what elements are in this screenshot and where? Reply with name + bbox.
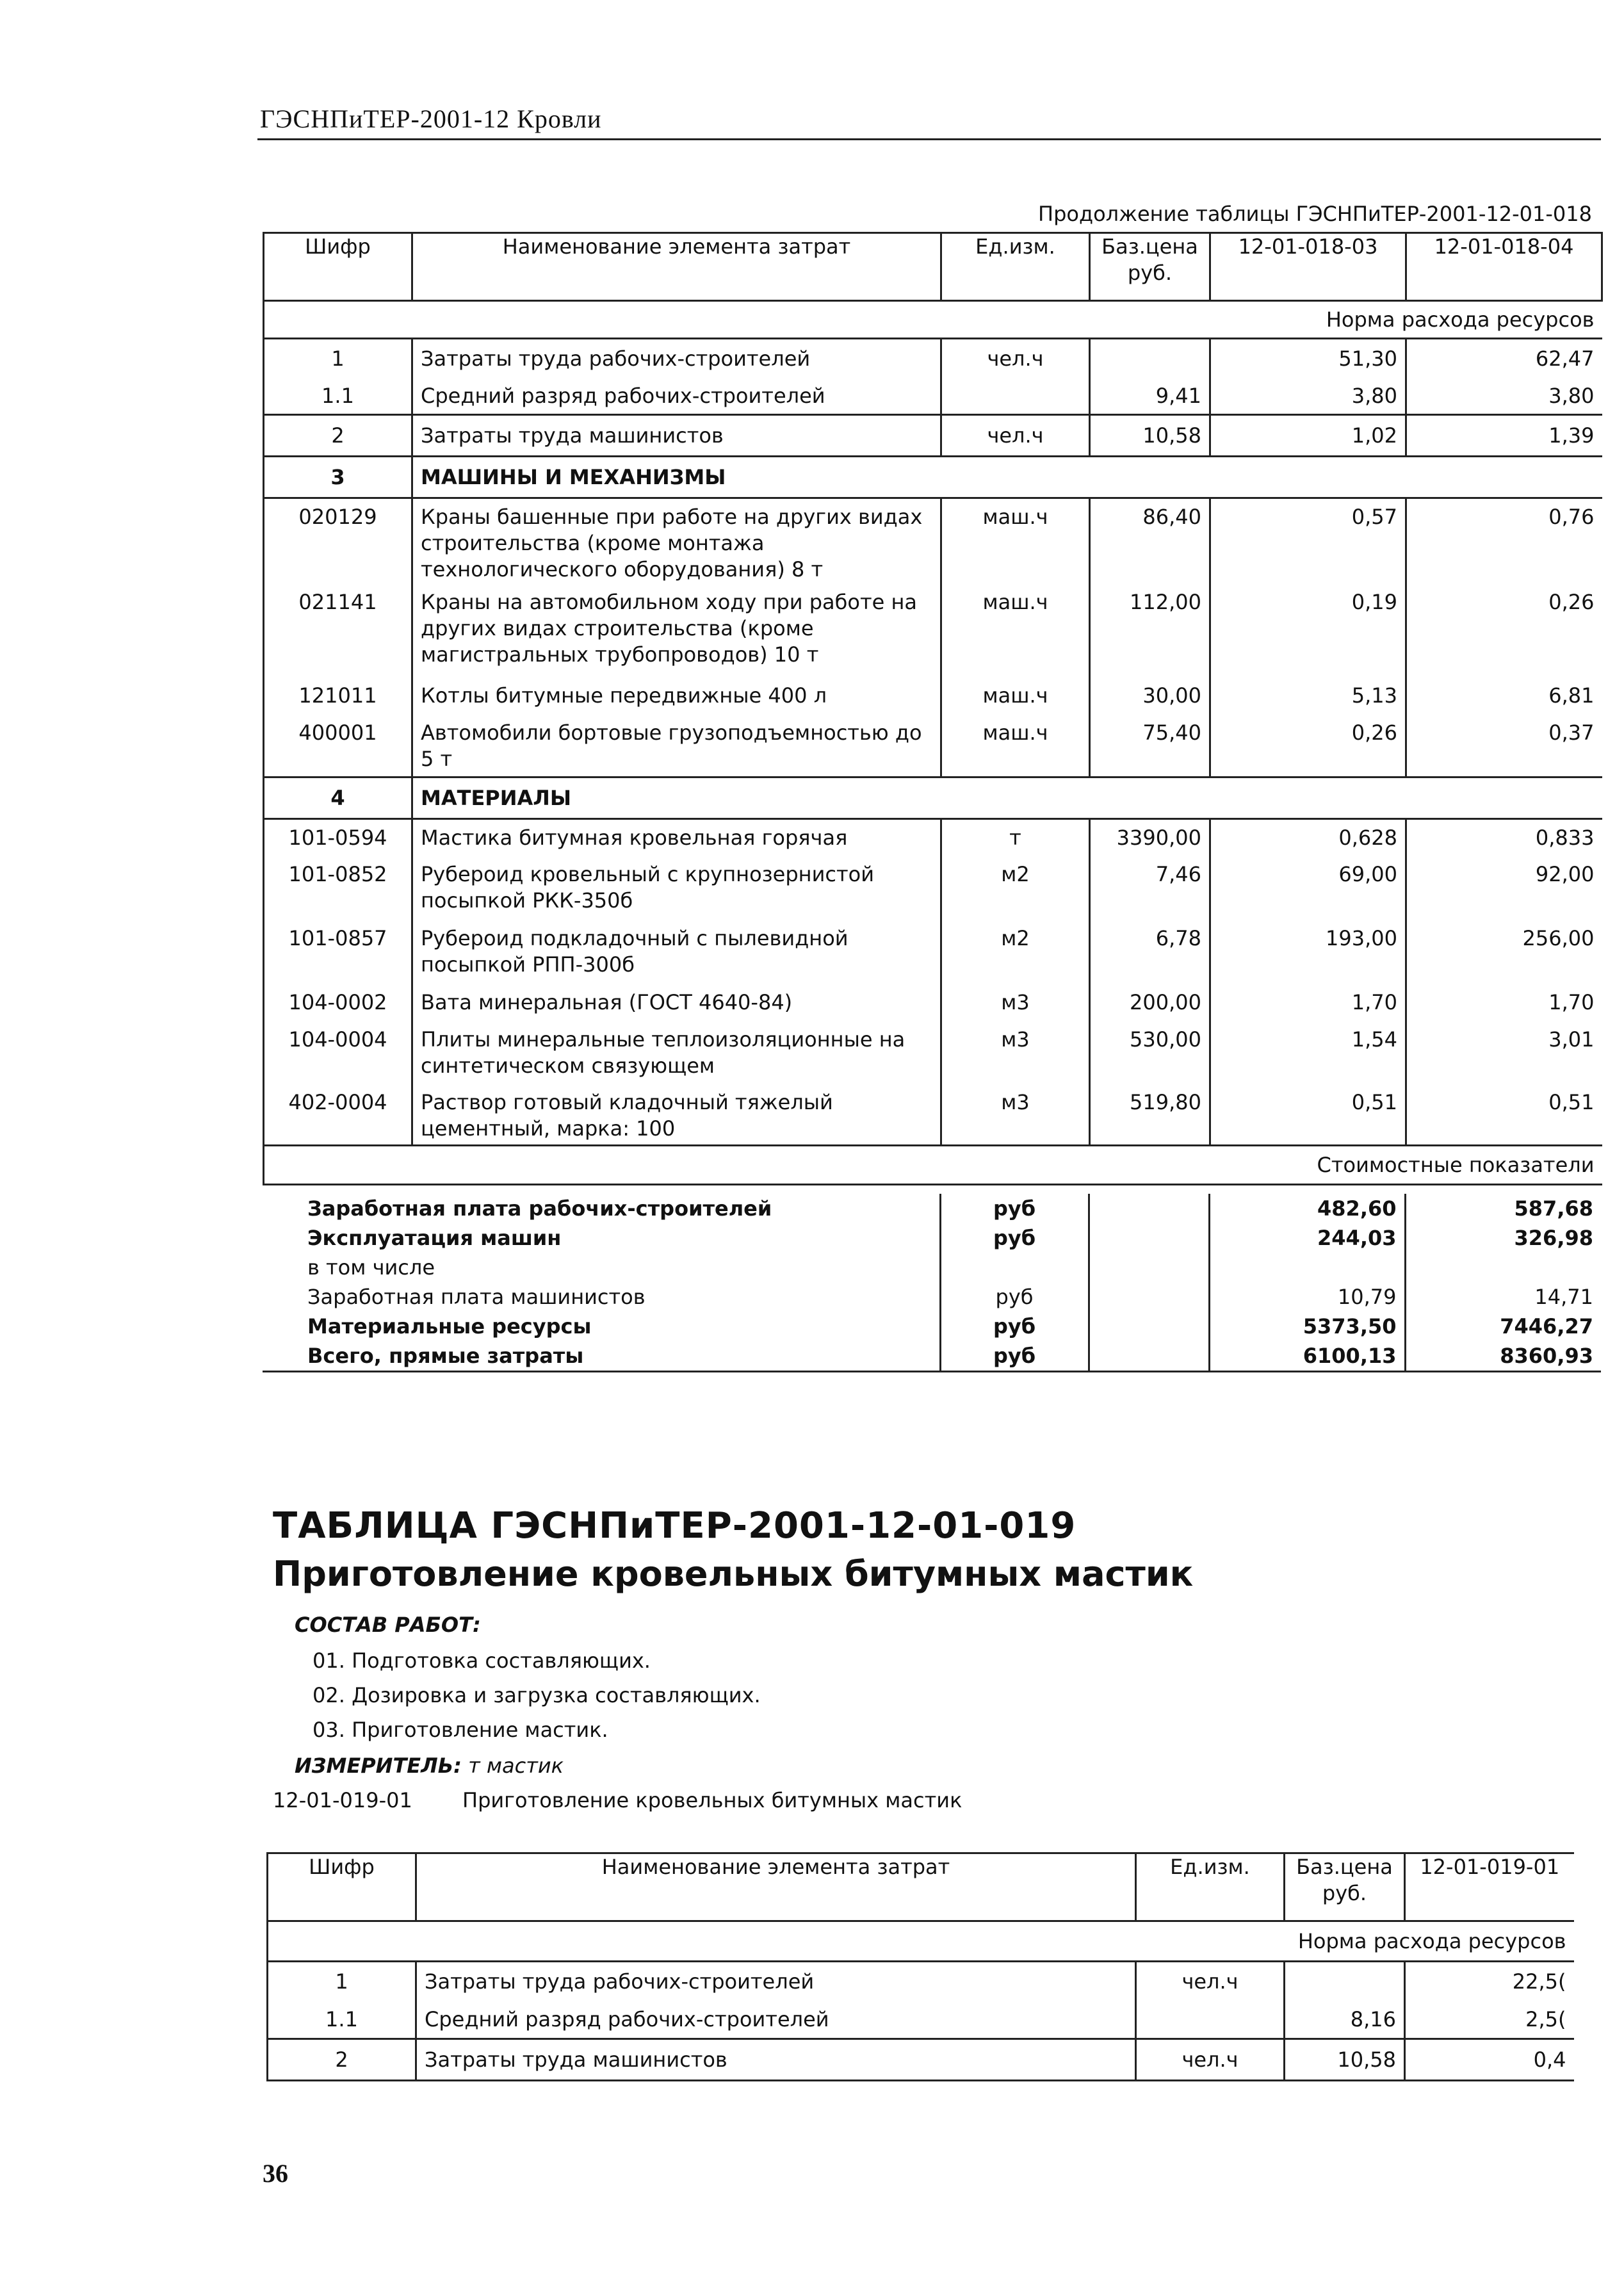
table-row [264, 415, 1602, 457]
cost-unit [940, 1253, 1089, 1282]
row-name: Котлы битумные передвижные 400 л [412, 676, 941, 716]
row-unit: чел.ч [1136, 1962, 1285, 2001]
row-value-1: 0,51 [1210, 1087, 1406, 1146]
norm-label: Норма расхода ресурсов [268, 1921, 1574, 1962]
row-name: Затраты труда рабочих-строителей [412, 339, 941, 378]
row-price: 75,40 [1090, 716, 1210, 777]
row-value-1: 69,00 [1210, 858, 1406, 922]
row-code: 020129 [264, 498, 412, 587]
cost-label: Стоимостные показатели [264, 1146, 1602, 1185]
cost-name: Заработная плата машинистов [307, 1285, 646, 1309]
row-name: Краны башенные при работе на других видах строительства (кроме монтажа технологического оборудования) 8 т [412, 498, 941, 587]
row-code: 402-0004 [264, 1087, 412, 1146]
row-value-1: 3,80 [1210, 378, 1406, 415]
cost-value-1: 5373,50 [1209, 1312, 1405, 1341]
row-price: 9,41 [1090, 378, 1210, 415]
table-row [264, 587, 1602, 676]
running-title: ГЭСНПиТЕР-2001-12 Кровли [260, 104, 602, 133]
header-rule [257, 138, 1601, 140]
row-price: 8,16 [1285, 2001, 1405, 2039]
row-value-2: 1,39 [1406, 415, 1602, 457]
row-price: 530,00 [1090, 1024, 1210, 1087]
table-row [264, 1024, 1602, 1087]
norm-label: Норма расхода ресурсов [264, 301, 1602, 339]
cost-price-empty [1089, 1223, 1209, 1253]
row-value-2: 6,81 [1406, 676, 1602, 716]
row-value-1: 193,00 [1210, 922, 1406, 986]
row-value-1: 2,5( [1405, 2001, 1574, 2039]
cost-unit: руб [940, 1223, 1089, 1253]
row-value-1: 1,70 [1210, 986, 1406, 1024]
row-unit: маш.ч [941, 676, 1090, 716]
cost-row [263, 1312, 1601, 1341]
table-title: ТАБЛИЦА ГЭСНПиТЕР-2001-12-01-019 [273, 1505, 1076, 1547]
cost-value-2: 587,68 [1405, 1194, 1601, 1223]
row-unit [1136, 2001, 1285, 2039]
table-row [268, 2039, 1574, 2081]
row-unit [941, 378, 1090, 415]
row-value-2: 0,833 [1406, 819, 1602, 858]
col-header-code: Шифр [264, 233, 412, 301]
table-row [268, 2001, 1574, 2039]
row-value-1: 0,57 [1210, 498, 1406, 587]
norm-label-row [264, 301, 1602, 339]
row-code: 2 [264, 415, 412, 457]
row-name: Автомобили бортовые грузоподъемностью до 5 т [412, 716, 941, 777]
row-price: 3390,00 [1090, 819, 1210, 858]
row-unit: м2 [941, 922, 1090, 986]
cost-name: Всего, прямые затраты [263, 1341, 940, 1372]
row-unit: маш.ч [941, 716, 1090, 777]
row-name: Рубероид кровельный с крупнозернистой посыпкой РКК-350б [412, 858, 941, 922]
table-row [264, 498, 1602, 587]
row-name: Мастика битумная кровельная горячая [412, 819, 941, 858]
table-continuation-caption: Продолжение таблицы ГЭСНПиТЕР-2001-12-01-018 [1038, 202, 1592, 226]
row-price: 519,80 [1090, 1087, 1210, 1146]
row-unit: чел.ч [941, 415, 1090, 457]
row-code: 2 [268, 2039, 416, 2081]
row-name: Плиты минеральные теплоизоляционные на синтетическом связующем [412, 1024, 941, 1087]
cost-row [263, 1194, 1601, 1223]
row-price: 30,00 [1090, 676, 1210, 716]
cost-summary-table [263, 1194, 1601, 1372]
row-price [1285, 1962, 1405, 2001]
table-row [264, 986, 1602, 1024]
table-row [264, 1087, 1602, 1146]
row-name: Рубероид подкладочный с пылевидной посыпкой РПП-300б [412, 922, 941, 986]
row-code: 104-0002 [264, 986, 412, 1024]
row-unit: маш.ч [941, 498, 1090, 587]
row-code: 121011 [264, 676, 412, 716]
cost-price-empty [1089, 1341, 1209, 1372]
cost-price-empty [1089, 1253, 1209, 1282]
cost-name: Заработная плата рабочих-строителей [307, 1196, 772, 1221]
row-unit: чел.ч [1136, 2039, 1285, 2081]
row-value-1: 22,5( [1405, 1962, 1574, 2001]
row-value-1: 51,30 [1210, 339, 1406, 378]
cost-value-1: 244,03 [1209, 1223, 1405, 1253]
row-unit: т [941, 819, 1090, 858]
table-row [264, 819, 1602, 858]
cost-value-1: 10,79 [1209, 1282, 1405, 1312]
row-code: 400001 [264, 716, 412, 777]
col-header-019-01: 12-01-019-01 [1405, 1853, 1574, 1921]
table-row [264, 858, 1602, 922]
row-code: 021141 [264, 587, 412, 676]
cost-unit: руб [940, 1194, 1089, 1223]
col-header-name: Наименование элемента затрат [416, 1853, 1136, 1921]
cost-value-2 [1405, 1253, 1601, 1282]
table-row [264, 378, 1602, 415]
row-price: 10,58 [1090, 415, 1210, 457]
row-value-1: 1,54 [1210, 1024, 1406, 1087]
col-header-price: Баз.цена руб. [1285, 1853, 1405, 1921]
table-row [268, 1962, 1574, 2001]
work-composition-label: СОСТАВ РАБОТ: [295, 1613, 481, 1637]
row-value-2: 0,76 [1406, 498, 1602, 587]
row-code: 1.1 [264, 378, 412, 415]
col-header-price: Баз.цена руб. [1090, 233, 1210, 301]
row-value-1: 5,13 [1210, 676, 1406, 716]
table-subtitle: Приготовление кровельных битумных мастик [273, 1554, 1194, 1594]
cost-name: в том числе [307, 1255, 435, 1280]
table-header-row [268, 1853, 1574, 1921]
cost-label-row [264, 1146, 1602, 1185]
row-unit: чел.ч [941, 339, 1090, 378]
cost-value-2: 326,98 [1405, 1223, 1601, 1253]
measure-value: т мастик [468, 1754, 564, 1778]
row-code: 101-0852 [264, 858, 412, 922]
resource-table-019 [266, 1852, 1574, 2081]
row-unit: м2 [941, 858, 1090, 922]
cost-row [263, 1341, 1601, 1372]
row-value-1: 0,4 [1405, 2039, 1574, 2081]
cost-unit: руб [940, 1312, 1089, 1341]
table-row [264, 922, 1602, 986]
section-title: МАТЕРИАЛЫ [412, 777, 1602, 819]
measure-label: ИЗМЕРИТЕЛЬ: [295, 1754, 462, 1778]
row-price: 10,58 [1285, 2039, 1405, 2081]
table-header-row [264, 233, 1602, 301]
row-unit: маш.ч [941, 587, 1090, 676]
row-price: 86,40 [1090, 498, 1210, 587]
work-step: 01. Подготовка составляющих. [313, 1648, 651, 1673]
work-step: 03. Приготовление мастик. [313, 1718, 608, 1742]
row-name: Затраты труда машинистов [412, 415, 941, 457]
row-value-2: 256,00 [1406, 922, 1602, 986]
cost-value-2: 8360,93 [1405, 1341, 1601, 1372]
cost-price-empty [1089, 1312, 1209, 1341]
cost-value-2: 14,71 [1405, 1282, 1601, 1312]
row-value-1: 0,26 [1210, 716, 1406, 777]
table-row [264, 339, 1602, 378]
table-row [264, 716, 1602, 777]
cost-name: Эксплуатация машин [307, 1226, 562, 1250]
row-value-2: 92,00 [1406, 858, 1602, 922]
col-header-name: Наименование элемента затрат [412, 233, 941, 301]
row-code: 104-0004 [264, 1024, 412, 1087]
row-unit: м3 [941, 1087, 1090, 1146]
cost-name: Материальные ресурсы [307, 1314, 592, 1339]
row-value-2: 0,51 [1406, 1087, 1602, 1146]
cost-row [263, 1282, 1601, 1312]
cost-price-empty [1089, 1282, 1209, 1312]
cost-value-1: 6100,13 [1209, 1341, 1405, 1372]
resource-table-018 [263, 232, 1603, 1185]
measure-line [295, 1754, 564, 1778]
col-header-018-04: 12-01-018-04 [1406, 233, 1602, 301]
cost-value-1: 482,60 [1209, 1194, 1405, 1223]
col-header-unit: Ед.изм. [1136, 1853, 1285, 1921]
row-unit: м3 [941, 1024, 1090, 1087]
row-code: 101-0594 [264, 819, 412, 858]
row-value-2: 1,70 [1406, 986, 1602, 1024]
row-value-1: 1,02 [1210, 415, 1406, 457]
work-step: 02. Дозировка и загрузка составляющих. [313, 1683, 761, 1707]
row-code: 1 [264, 339, 412, 378]
row-name: Затраты труда машинистов [416, 2039, 1136, 2081]
row-price: 200,00 [1090, 986, 1210, 1024]
table-row [264, 676, 1602, 716]
row-name: Средний разряд рабочих-строителей [416, 2001, 1136, 2039]
row-price: 6,78 [1090, 922, 1210, 986]
row-value-2: 62,47 [1406, 339, 1602, 378]
cost-row [263, 1223, 1601, 1253]
row-price: 112,00 [1090, 587, 1210, 676]
section-row-machines [264, 457, 1602, 498]
cost-value-1 [1209, 1253, 1405, 1282]
norm-title: Приготовление кровельных битумных мастик [462, 1788, 962, 1812]
row-name: Средний разряд рабочих-строителей [412, 378, 941, 415]
section-title: МАШИНЫ И МЕХАНИЗМЫ [412, 457, 1602, 498]
row-price [1090, 339, 1210, 378]
row-value-1: 0,19 [1210, 587, 1406, 676]
row-value-2: 0,37 [1406, 716, 1602, 777]
section-row-materials [264, 777, 1602, 819]
row-value-1: 0,628 [1210, 819, 1406, 858]
section-code: 4 [264, 777, 412, 819]
page-number: 36 [263, 2159, 288, 2188]
row-code: 1.1 [268, 2001, 416, 2039]
cost-unit: руб [940, 1341, 1089, 1372]
row-name: Вата минеральная (ГОСТ 4640-84) [412, 986, 941, 1024]
row-value-2: 3,80 [1406, 378, 1602, 415]
col-header-unit: Ед.изм. [941, 233, 1090, 301]
row-value-2: 0,26 [1406, 587, 1602, 676]
norm-code: 12-01-019-01 [273, 1788, 412, 1812]
norm-label-row [268, 1921, 1574, 1962]
row-code: 101-0857 [264, 922, 412, 986]
cost-price-empty [1089, 1194, 1209, 1223]
row-name: Краны на автомобильном ходу при работе на других видах строительства (кроме магистральных трубопроводов) 10 т [412, 587, 941, 676]
row-code: 1 [268, 1962, 416, 2001]
cost-value-2: 7446,27 [1405, 1312, 1601, 1341]
row-name: Раствор готовый кладочный тяжелый цементный, марка: 100 [412, 1087, 941, 1146]
row-value-2: 3,01 [1406, 1024, 1602, 1087]
cost-unit: руб [940, 1282, 1089, 1312]
cost-row [263, 1253, 1601, 1282]
col-header-018-03: 12-01-018-03 [1210, 233, 1406, 301]
row-price: 7,46 [1090, 858, 1210, 922]
col-header-code: Шифр [268, 1853, 416, 1921]
section-code: 3 [264, 457, 412, 498]
row-name: Затраты труда рабочих-строителей [416, 1962, 1136, 2001]
row-unit: м3 [941, 986, 1090, 1024]
